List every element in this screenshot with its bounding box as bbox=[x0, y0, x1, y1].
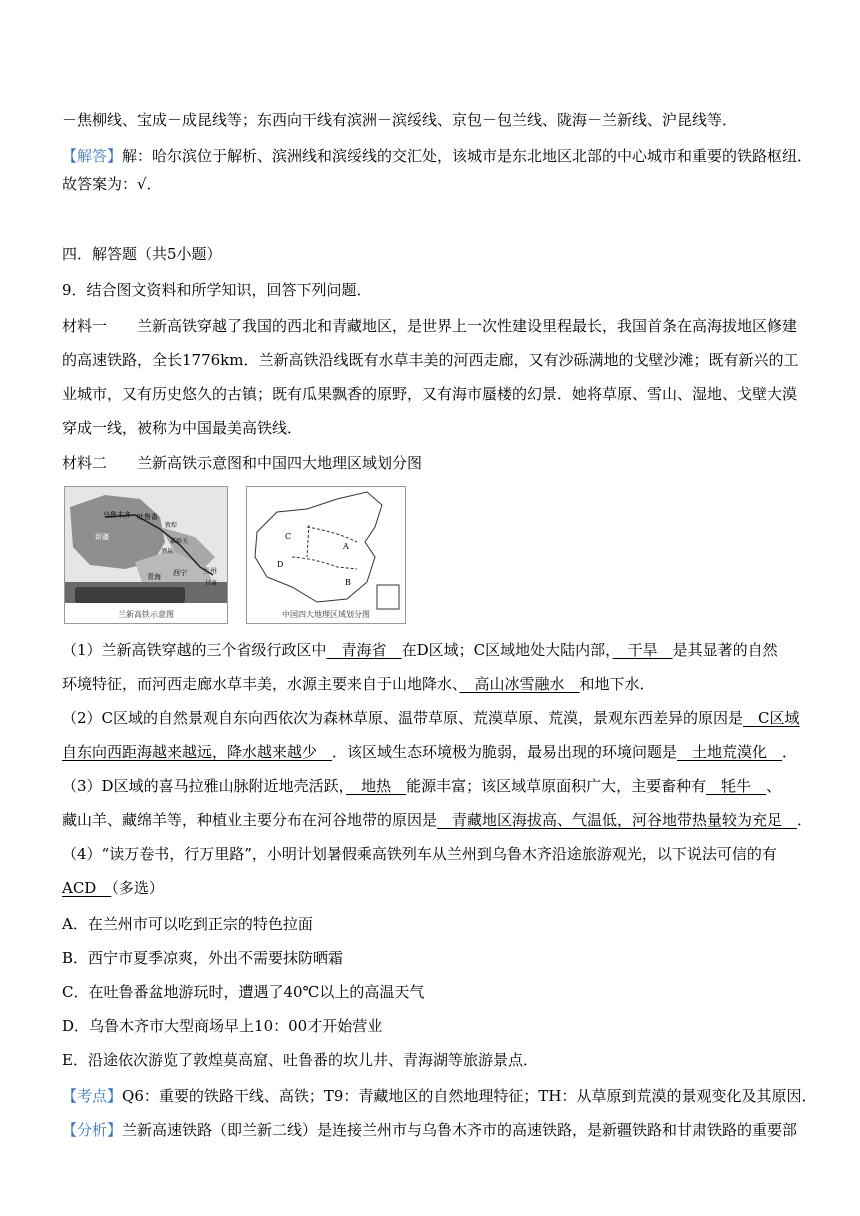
material-line: 的高速铁路，全长1776km．兰新高铁沿线既有水草丰美的河西走廊，又有沙砾满地的戈壁沙滩；既有新兴的工 bbox=[62, 351, 799, 369]
option-line: B．西宁市夏季凉爽，外出不需要抹防晒霜 bbox=[62, 949, 344, 967]
material-line: 业城市，又有历史悠久的古镇；既有瓜果飘香的原野，又有海市蜃楼的幻景．她将草原、雪山、湿地、戈壁大漠 bbox=[62, 385, 798, 403]
rail-map-image bbox=[65, 487, 227, 623]
map-label: 甘肃 bbox=[205, 580, 218, 587]
map-label: 酒泉 bbox=[161, 548, 174, 555]
q2-text: （2）C区域的自然景观自东向西依次为森林草原、温带草原、荒漠草原、荒漠，景观东西差异的原因是 bbox=[62, 709, 744, 727]
kaodian-line bbox=[62, 1086, 817, 1106]
option-line: D．乌鲁木齐市大型商场早上10：00才开始营业 bbox=[62, 1017, 383, 1035]
map-label: 吐鲁番 bbox=[137, 513, 158, 521]
material-line: 材料二 兰新高铁示意图和中国四大地理区域划分图 bbox=[62, 454, 423, 472]
rail-map-figure bbox=[64, 486, 228, 624]
q4-line: （4）“读万卷书，行万里路”，小明计划暑假乘高铁列车从兰州到乌鲁木齐沿途旅游观光，以下说法可信的有 bbox=[62, 845, 777, 863]
q2-line bbox=[62, 708, 800, 728]
answer-blank: ACD bbox=[62, 879, 112, 897]
q1-line bbox=[62, 640, 778, 660]
q1-text: 环境特征，而河西走廊水草丰美，水源主要来自于山地降水、 bbox=[62, 675, 460, 693]
q3-text: 能源丰富；该区域草原面积广大，主要畜种有 bbox=[406, 777, 707, 795]
fenxi-text: 兰新高速铁路（即兰新二线）是连接兰州市与乌鲁木齐市的高速铁路，是新疆铁路和甘肃铁路的重要部 bbox=[122, 1121, 798, 1139]
q3-text: 藏山羊、藏绵羊等，种植业主要分布在河谷地带的原因是 bbox=[62, 811, 438, 829]
answer-blank: 土地荒漠化 bbox=[677, 743, 783, 761]
answer-blank: 青海省 bbox=[326, 641, 402, 659]
q2-text: ． bbox=[782, 743, 798, 761]
region-label: D bbox=[277, 560, 284, 569]
q3-line bbox=[62, 810, 812, 830]
region-label: A bbox=[343, 542, 349, 551]
q3-text: （3）D区域的喜马拉雅山脉附近地壳活跃， bbox=[62, 777, 347, 795]
map-label: 青海 bbox=[147, 573, 161, 581]
answer-tag: 【解答】 bbox=[62, 147, 123, 165]
q2-line bbox=[62, 742, 797, 762]
material-line: 材料一 兰新高铁穿越了我国的西北和青藏地区，是世界上一次性建设里程最长，我国首条在高海拔地区修建 bbox=[62, 317, 798, 335]
map-label: 兰州 bbox=[203, 567, 217, 575]
figure-caption: 中国四大地理区域划分图 bbox=[282, 610, 370, 619]
figure-caption: 兰新高铁示意图 bbox=[118, 610, 174, 619]
answer-blank: 干旱 bbox=[612, 641, 673, 659]
answer-line bbox=[62, 146, 812, 166]
q1-text: 和地下水． bbox=[579, 675, 655, 693]
answer-text: 解：哈尔滨位于解析、滨洲线和滨绥线的交汇处，该城市是东北地区北部的中心城市和重要的铁路枢纽． bbox=[122, 147, 813, 165]
option-line: C．在吐鲁番盆地游玩时，遭遇了40℃以上的高温天气 bbox=[62, 983, 425, 1001]
option-line: E．沿途依次游览了敦煌莫高窟、吐鲁番的坎儿井、青海湖等旅游景点． bbox=[62, 1051, 538, 1069]
q3-text: 、 bbox=[766, 777, 782, 795]
kaodian-tag: 【考点】 bbox=[62, 1087, 123, 1105]
q3-text: ． bbox=[797, 811, 813, 829]
answer-blank: 地热 bbox=[346, 777, 407, 795]
section-heading: 四．解答题（共5小题） bbox=[62, 245, 222, 263]
material-line: 穿成一线，被称为中国最美高铁线． bbox=[62, 419, 303, 437]
answer-blank: 牦牛 bbox=[706, 777, 767, 795]
question-title: 9．结合图文资料和所学知识，回答下列问题． bbox=[62, 281, 372, 299]
q1-text: 是其显著的自然 bbox=[672, 641, 778, 659]
map-label: 敦煌 bbox=[165, 522, 178, 529]
answer-blank: 高山冰雪融水 bbox=[459, 675, 580, 693]
answer-blank: C区域 bbox=[743, 709, 800, 727]
option-line: A．在兰州市可以吃到正宗的特色拉面 bbox=[62, 915, 313, 933]
regions-map-figure bbox=[246, 486, 406, 624]
q4-line bbox=[62, 878, 164, 898]
answer-blank: 自东向西距海越来越远，降水越来越少 bbox=[62, 743, 333, 761]
map-label: 西宁 bbox=[173, 569, 187, 577]
regions-map-image bbox=[247, 487, 405, 623]
q3-line bbox=[62, 776, 781, 796]
q1-text: 在D区域；C区域地处大陆内部， bbox=[401, 641, 613, 659]
fenxi-tag: 【分析】 bbox=[62, 1121, 123, 1139]
q2-text: ．该区域生态环境极为脆弱，最易出现的环境问题是 bbox=[332, 743, 678, 761]
q1-line bbox=[62, 674, 655, 694]
map-label: 新疆 bbox=[95, 533, 109, 541]
text-line: 故答案为：√． bbox=[62, 175, 162, 193]
region-label: C bbox=[285, 532, 292, 541]
answer-blank: 青藏地区海拔高、气温低，河谷地带热量较为充足 bbox=[437, 811, 798, 829]
kaodian-text: Q6：重要的铁路干线、高铁；T9：青藏地区的自然地理特征；TH：从草原到荒漠的景观变化及其原因． bbox=[122, 1087, 817, 1105]
region-label: B bbox=[345, 578, 351, 587]
fenxi-line bbox=[62, 1120, 797, 1140]
q4-text: （多选） bbox=[111, 879, 164, 897]
text-line: －焦柳线、宝成－成昆线等；东西向干线有滨洲－滨绥线、京包－包兰线、陇海－兰新线、沪昆线等． bbox=[62, 111, 738, 129]
map-label: 嘉峪关 bbox=[170, 538, 189, 545]
q1-text: （1）兰新高铁穿越的三个省级行政区中 bbox=[62, 641, 327, 659]
map-label: 乌鲁木齐 bbox=[103, 511, 131, 519]
